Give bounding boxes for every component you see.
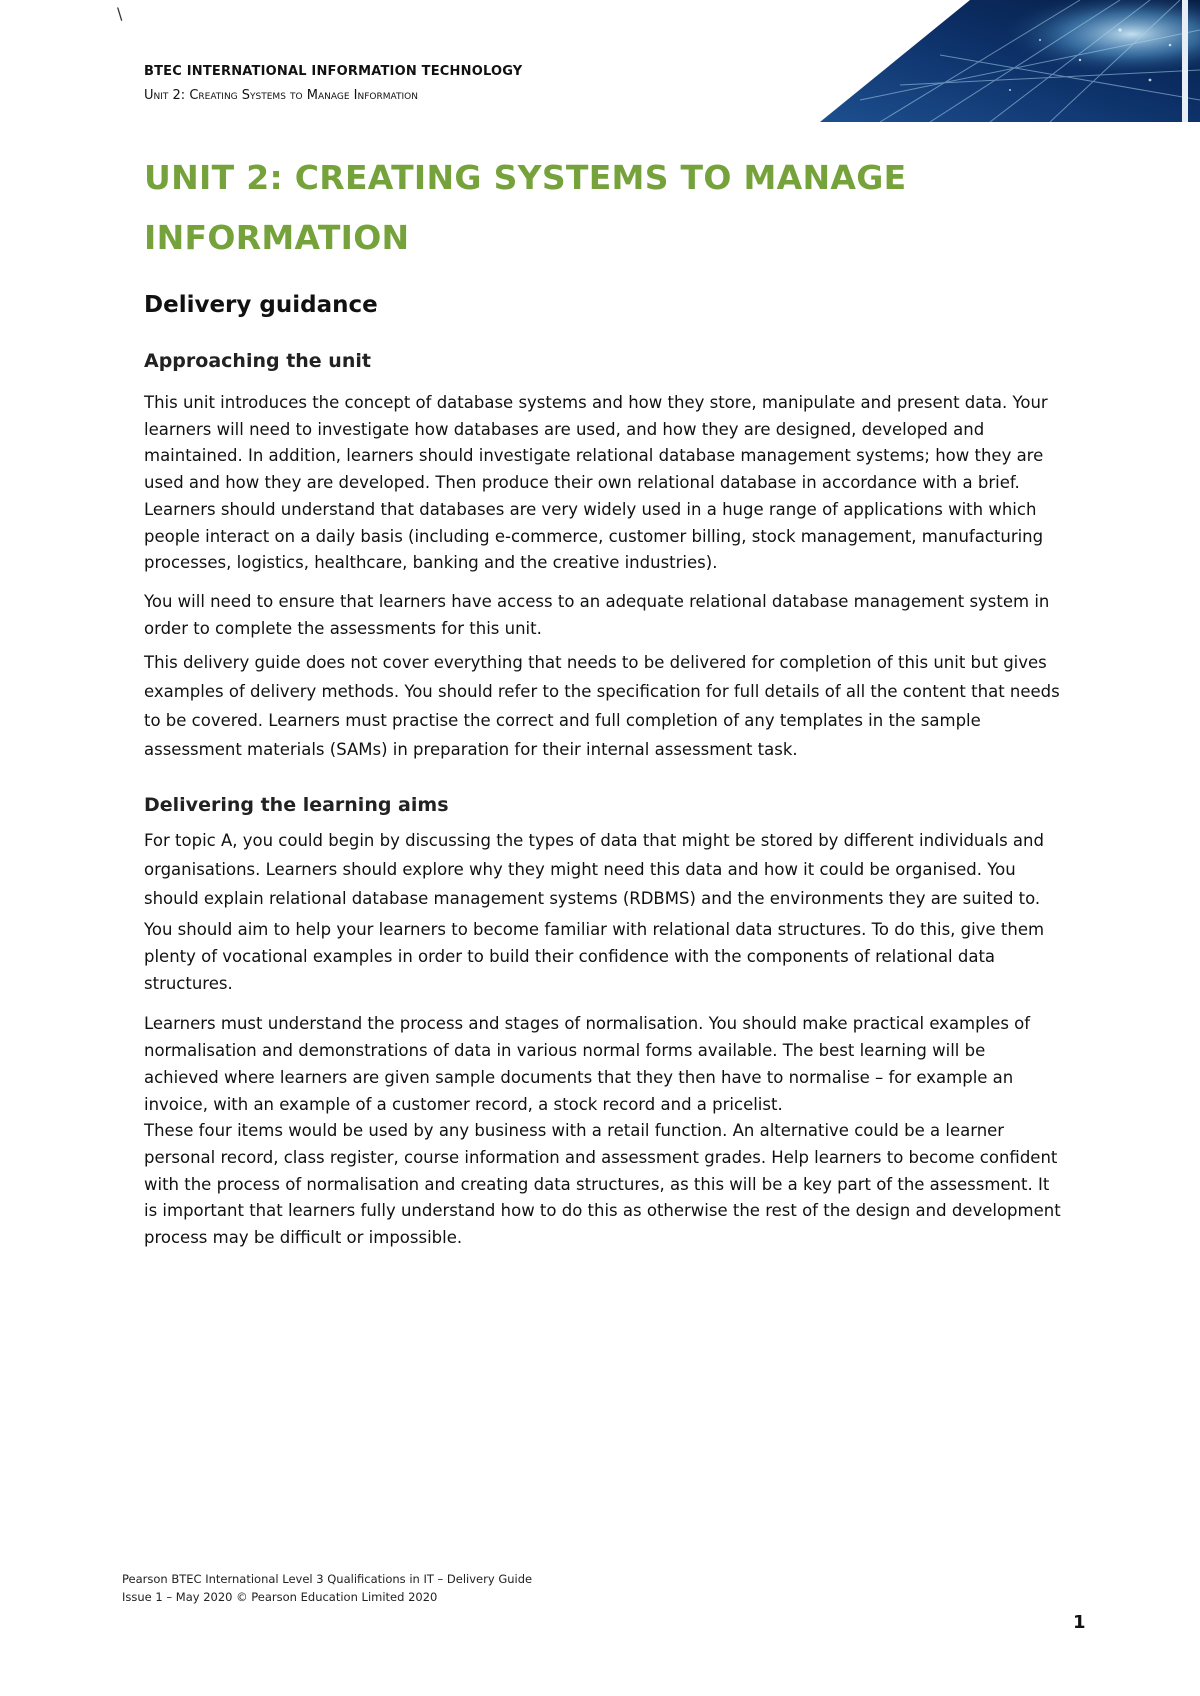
delivering-heading: Delivering the learning aims (144, 794, 449, 817)
section-heading: Delivery guidance (144, 292, 378, 318)
main-content (144, 148, 1064, 1252)
footer-publication: Pearson BTEC International Level 3 Qualifications in IT – Delivery Guide (122, 1572, 533, 1586)
page-number: 1 (1073, 1612, 1086, 1633)
page-title: UNIT 2: CREATING SYSTEMS TO MANAGE INFORMATION (144, 158, 907, 257)
paragraph: For topic A, you could begin by discussing the types of data that might be stored by different individuals and organisations. Learners should explore why they might need this data and how it could be organised. You should explain relational database management systems (RDBMS) and the environments they are suited to. (144, 831, 1044, 909)
paragraph: Learners must understand the process and stages of normalisation. You should make practical examples of normalisation and demonstrations of data in various normal forms available. The best learning will be achieved where learners are given sample documents that they then have to normalise – for example an invoice, with an example of a customer record, a stock record and a pricelist. (144, 1014, 1031, 1114)
paragraph: These four items would be used by any business with a retail function. An alternative could be a learner personal record, class register, course information and assessment grades. Help learners to become confident with the process of normalisation and creating data structures, as this will be a key part of the assessment. It is important that learners fully understand how to do this as otherwise the rest of the design and development process may be difficult or impossible. (144, 1121, 1061, 1248)
approaching-heading: Approaching the unit (144, 350, 371, 372)
stray-backslash: \ (117, 4, 123, 23)
footer-issue: Issue 1 – May 2020 © Pearson Education Limited 2020 (122, 1590, 438, 1604)
running-header (144, 64, 522, 103)
header-series-title: BTEC INTERNATIONAL INFORMATION TECHNOLOGY (144, 64, 523, 79)
paragraph: You should aim to help your learners to become familiar with relational data structures. To do this, give them plenty of vocational examples in order to build their confidence with the components of relational data structures. (144, 920, 1045, 993)
paragraph: You will need to ensure that learners have access to an adequate relational database management system in order to complete the assessments for this unit. (144, 591, 1050, 638)
paragraph: This delivery guide does not cover everything that needs to be delivered for completion of this unit but gives examples of delivery methods. You should refer to the specification for full details of all the content that needs to be covered. Learners must practise the correct and full completion of any templates in the sample assessment materials (SAMs) in preparation for their internal assessment task. (144, 653, 1060, 760)
header-unit-title: Unit 2: Creating Systems to Manage Information (144, 88, 418, 103)
header-corner-graphic (820, 0, 1200, 122)
paragraph: This unit introduces the concept of database systems and how they store, manipulate and present data. Your learners will need to investigate how databases are used, and how they are designed, developed and maintained. In addition, learners should investigate relational database management systems; how they are used and how they are developed. Then produce their own relational database in accordance with a brief. Learners should understand that databases are very widely used in a huge range of applications with which people interact on a daily basis (including e-commerce, customer billing, stock management, manufacturing processes, logistics, healthcare, banking and the creative industries). (144, 393, 1048, 573)
page-footer (122, 1570, 532, 1606)
